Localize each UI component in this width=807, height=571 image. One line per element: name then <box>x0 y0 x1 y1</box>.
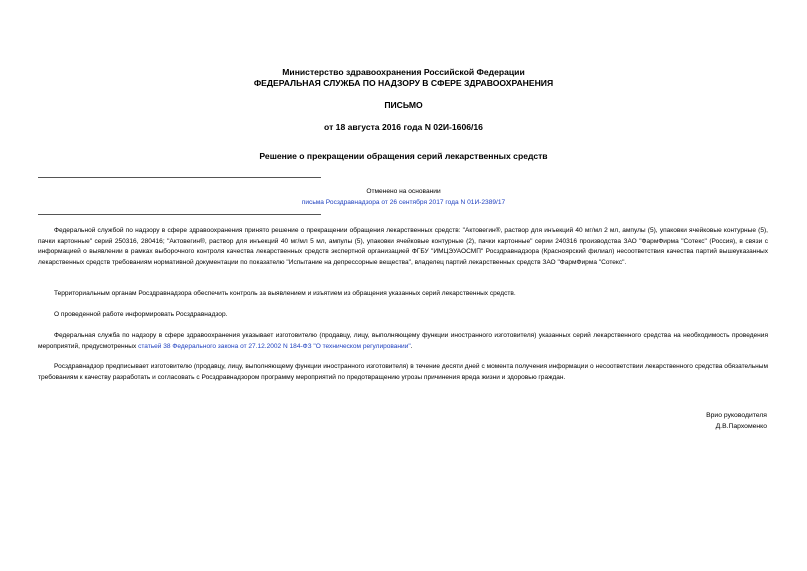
cancellation-link[interactable]: письма Росздравнадзора от 26 сентября 2017 года N 01И-2389/17 <box>301 199 506 206</box>
cancellation-note: Отменено на основании <box>366 188 441 195</box>
document-date: от 18 августа 2016 года N 02И-1606/16 <box>324 122 483 132</box>
law-link[interactable]: статьей 38 Федерального закона от 27.12.2002 N 184-ФЗ "О техническом регулировании" <box>138 342 411 350</box>
document-type: ПИСЬМО <box>384 100 423 110</box>
service-name: ФЕДЕРАЛЬНАЯ СЛУЖБА ПО НАДЗОРУ В СФЕРЕ ЗДРАВООХРАНЕНИЯ <box>253 78 554 88</box>
signature-name: Д.В.Пархоменко <box>715 423 767 430</box>
paragraph-manufacturer <box>38 331 768 352</box>
paragraph-prescription: Росздравнадзор предписывает изготовителю (продавцу, лицу, выполняющему функции иностранного изготовителя) в течение десяти дней с момента получения информации о несоответствии лекарственного средства обязательным требованиям к качеству разработать и согласовать с Росздравнадзором программу мероприятий по предотвращению угрозы причинения вреда жизни и здоровью граждан. <box>38 363 768 381</box>
ministry-name: Министерство здравоохранения Российской Федерации <box>282 67 525 77</box>
paragraph-manufacturer-end: . <box>410 342 413 350</box>
paragraph-inform: О проведенной работе информировать Росздравнадзор. <box>54 311 228 318</box>
document-subject: Решение о прекращении обращения серий лекарственных средств <box>259 151 548 161</box>
cancellation-line <box>0 198 807 208</box>
signature-position: Врио руководителя <box>706 412 767 419</box>
paragraph-decision: Федеральной службой по надзору в сфере здравоохранения принято решение о прекращении обращения лекарственных средств: "Актовегин®, раствор для инъекций 40 мг/мл 2 мл, ампулы (5), упаковки ячейковые контурные (5), пачки картонные" серий 250316, 280416; "Актовегин®, раствор для инъекций 40 мг/мл 5 мл, ампулы (5), упаковки ячейковые контурные (2), пачки картонные" серии 240316 производства ЗАО "ФармФирма "Сотекс" (Россия), в связи с информацией о выявлении в рамках выборочного контроля качества лекарственных средств экспертной организацией ФГБУ "ИМЦЭУАОСМП" Росздравнадзора (Красноярский филиал) несоответствия качества партий вышеуказанных лекарственных средств требованиям нормативной документации по показателю "Испытание на депрессорные вещества", владелец партий лекарственных средств ЗАО "ФармФирма "Сотекс". <box>38 227 768 266</box>
top-divider <box>38 177 321 178</box>
bottom-divider <box>38 214 321 215</box>
paragraph-manufacturer-text: Федеральная служба по надзору в сфере здравоохранения указывает изготовителю (продавцу, лицу, выполняющему функции иностранного изготовителя) указанных серий лекарственного средства на необходимость проведения мероприятий, предусмотренных <box>38 332 768 350</box>
paragraph-control: Территориальным органам Росздравнадзора обеспечить контроль за выявлением и изъятием из обращения указанных серий лекарственных средств. <box>54 290 516 297</box>
